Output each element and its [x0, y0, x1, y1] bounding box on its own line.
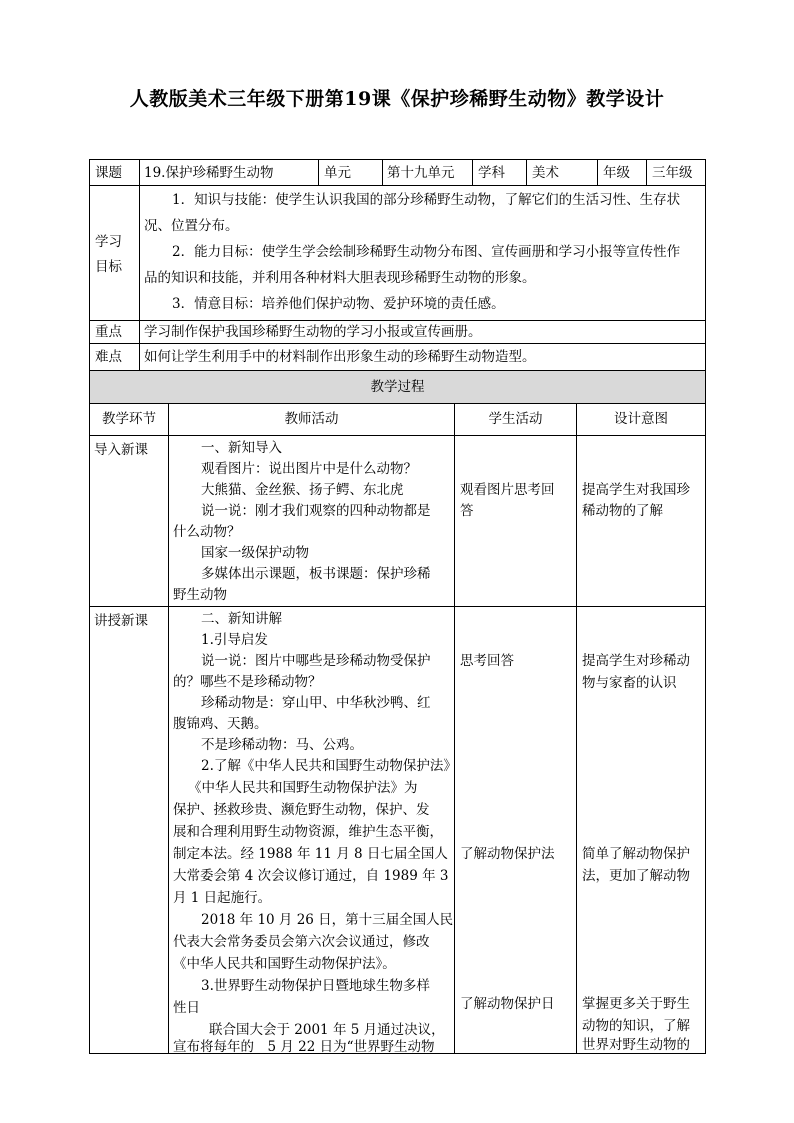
row1-teacher-line: 什么动物？: [173, 524, 241, 540]
row2-intent-line: 法，更加了解动物: [582, 868, 690, 884]
difficulty-text: 如何让学生利用手中的材料制作出形象生动的珍稀野生动物造型。: [144, 349, 536, 365]
row2-teacher-line: 二、新知讲解: [201, 611, 282, 627]
row1-teacher-line: 说一说：刚才我们观察的四种动物都是: [201, 503, 431, 519]
row1-teacher-line: 观看图片：说出图片中是什么动物？: [201, 461, 417, 477]
row1-teacher-line: 国家一级保护动物: [201, 545, 309, 561]
process-heading: 教学过程: [370, 379, 425, 395]
grade-label: 年级: [603, 165, 630, 181]
row2-student-line: 思考回答: [460, 653, 514, 669]
row2-teacher-line: 珍稀动物是：穿山甲、中华秋沙鸭、红: [201, 695, 431, 711]
subject-label: 学科: [478, 165, 505, 181]
row2-teacher-line: 联合国大会于 2001 年 5 月通过决议，: [209, 1022, 445, 1038]
row2-teacher-line: 的？哪些不是珍稀动物？: [173, 674, 322, 690]
header-stage: 教学环节: [102, 411, 156, 427]
row1-intent-line: 稀动物的了解: [582, 503, 663, 519]
row2-student-line: 了解动物保护日: [460, 996, 555, 1012]
objectives-label-cell: [89, 185, 140, 321]
row2-intent-line: 物与家畜的认识: [582, 675, 677, 691]
row2-stage-cell: [89, 606, 169, 1054]
objective-line: 品的知识和技能，并利用各种材料大胆表现珍稀野生动物的形象。: [144, 270, 536, 286]
row2-teacher-line: 3.世界野生动物保护日暨地球生物多样: [201, 978, 430, 994]
row2-stage: 讲授新课: [94, 613, 148, 629]
row2-intent-line: 掌握更多关于野生: [582, 996, 690, 1012]
difficulty-label: 难点: [95, 349, 122, 365]
row1-teacher-line: 野生动物: [173, 587, 227, 603]
row2-teacher-line: 《中华人民共和国野生动物保护法》。: [173, 956, 396, 972]
row2-teacher-line: 大常委会第 4 次会议修订通过，自 1989 年 3: [173, 868, 449, 884]
row2-teacher-line: 代表大会常务委员会第六次会议通过，修改: [173, 934, 430, 950]
row1-teacher-line: 一、新知导入: [201, 440, 282, 456]
row2-teacher-line: 制定本法。经 1988 年 11 月 8 日七届全国人: [173, 846, 448, 862]
row2-teacher-line: 宣布将每年的 5 月 22 日为“世界野生动物: [173, 1039, 435, 1055]
unit-label: 单元: [324, 165, 351, 181]
subject-value: 美术: [532, 165, 559, 181]
row2-intent-line: 提高学生对珍稀动: [582, 653, 690, 669]
row1-student-line: 答: [460, 503, 474, 519]
row1-teacher-line: 多媒体出示课题，板书课题：保护珍稀: [201, 566, 431, 582]
unit-value: 第十九单元: [387, 165, 455, 181]
key-point-text: 学习制作保护我国珍稀野生动物的学习小报或宣传画册。: [144, 324, 482, 340]
objective-line: 1．知识与技能：使学生认识我国的部分珍稀野生动物，了解它们的生活习性、生存状: [172, 192, 681, 208]
grade-value: 三年级: [652, 165, 693, 181]
header-intent: 设计意图: [614, 411, 668, 427]
row2-teacher-line: 2018 年 10 月 26 日，第十三届全国人民: [201, 912, 454, 928]
row2-teacher-line: 腹锦鸡、天鹅。: [173, 716, 268, 732]
row2-student-line: 了解动物保护法: [460, 846, 555, 862]
row2-teacher-line: 1.引导启发: [201, 632, 268, 648]
row2-teacher-line: 《中华人民共和国野生动物保护法》为: [188, 780, 418, 796]
row2-intent-line: 简单了解动物保护: [582, 846, 690, 862]
row2-teacher-line: 不是珍稀动物：马、公鸡。: [201, 737, 363, 753]
row2-intent-line: 动物的知识，了解: [582, 1018, 690, 1034]
row2-teacher-line: 保护、拯救珍贵、濒危野生动物，保护、发: [173, 802, 430, 818]
course-label: 课题: [95, 165, 122, 181]
row2-teacher-line: 展和合理利用野生动物资源，维护生态平衡，: [173, 824, 443, 840]
row2-teacher-line: 2.了解《中华人民共和国野生动物保护法》: [201, 758, 457, 774]
objective-line: 况、位置分布。: [144, 218, 239, 234]
row2-student-cell: [454, 606, 577, 1054]
header-student: 学生活动: [488, 411, 543, 427]
objectives-label-line1: 学习: [95, 234, 122, 250]
row2-intent-line: 世界对野生动物的: [582, 1037, 690, 1053]
row2-teacher-line: 性日: [173, 1000, 200, 1016]
key-point-label: 重点: [95, 324, 122, 340]
course-value: 19.保护珍稀野生动物: [144, 165, 274, 181]
row1-teacher-line: 大熊猫、金丝猴、扬子鳄、东北虎: [201, 482, 404, 498]
header-teacher: 教师活动: [284, 411, 339, 427]
row2-teacher-line: 月 1 日起施行。: [173, 890, 272, 906]
objectives-label-line2: 目标: [95, 259, 122, 275]
page-title: 人教版美术三年级下册第19课《保护珍稀野生动物》教学设计: [129, 88, 665, 110]
row2-teacher-line: 说一说：图片中哪些是珍稀动物受保护: [201, 653, 431, 669]
row1-stage: 导入新课: [94, 442, 148, 458]
objective-line: 3．情意目标：培养他们保护动物、爱护环境的责任感。: [172, 296, 505, 312]
row1-student-line: 观看图片思考回: [460, 482, 555, 498]
row1-intent-line: 提高学生对我国珍: [582, 482, 690, 498]
objective-line: 2．能力目标：使学生学会绘制珍稀野生动物分布图、宣传画册和学习小报等宣传性作: [172, 244, 681, 260]
